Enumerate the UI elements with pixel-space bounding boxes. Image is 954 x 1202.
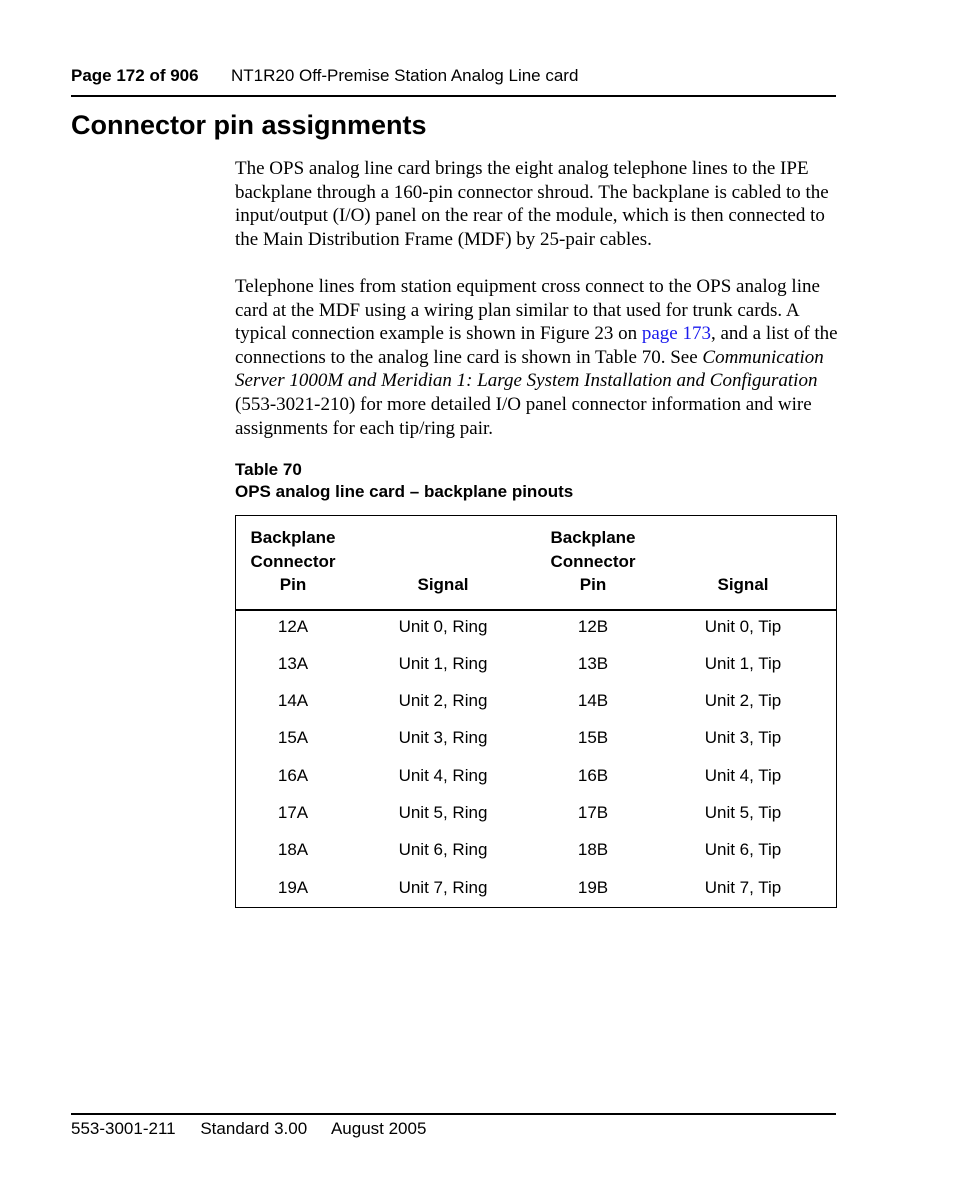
table-header-divider [236, 609, 836, 611]
reference-title: Communication Server 1000M and Meridian 1: Large System Installation and Configuration [235, 346, 824, 392]
footer-divider [71, 1113, 836, 1115]
page-header [71, 66, 579, 86]
document-number: 553-3001-211 [71, 1119, 176, 1138]
column-header-signal-b: Signal [717, 575, 769, 594]
wiring-paragraph [235, 275, 840, 440]
column-header-pin-a: Backplane Connector Pin [250, 528, 336, 594]
page-link[interactable]: page 173 [641, 323, 711, 345]
table-number: Table 70 [235, 460, 302, 479]
column-header-signal-a: Signal [417, 575, 469, 594]
document-date: August 2005 [330, 1119, 427, 1138]
column-header-pin-b: Backplane Connector Pin [550, 528, 636, 594]
paragraph-text: , and a list of the connections to the analog line card is shown in Table 70. See [235, 323, 838, 368]
table-row: 15A Unit 3, Ring 15B Unit 3, Tip [277, 728, 782, 747]
table-row: 17A Unit 5, Ring 17B Unit 5, Tip [277, 803, 782, 822]
table-row: 16A Unit 4, Ring 16B Unit 4, Tip [277, 766, 782, 785]
table-caption: OPS analog line card – backplane pinouts [235, 482, 574, 501]
page-number: Page 172 of 906 [71, 66, 199, 85]
paragraph-text: (553-3021-210) for more detailed I/O panel connector information and wire assignments for each tip/ring pair. [235, 393, 812, 439]
document-title: NT1R20 Off-Premise Station Analog Line card [231, 66, 579, 85]
table-row: 13A Unit 1, Ring 13B Unit 1, Tip [277, 654, 782, 673]
table-row: 18A Unit 6, Ring 18B Unit 6, Tip [277, 840, 782, 859]
table-row: 12A Unit 0, Ring 12B Unit 0, Tip [277, 617, 782, 636]
section-title: Connector pin assignments [71, 110, 427, 140]
table-row: 19A Unit 7, Ring 19B Unit 7, Tip [277, 878, 782, 897]
document-standard: Standard 3.00 [200, 1119, 308, 1138]
page-footer [71, 1119, 446, 1139]
pinout-table [235, 515, 837, 908]
header-divider [71, 95, 836, 97]
intro-paragraph: The OPS analog line card brings the eight analog telephone lines to the IPE backplane through a 160-pin connector shroud. The backplane is cabled to the input/output (I/O) panel on the rear of the module, which is then connected to the Main Distribution Frame (MDF) by 25-pair cables. [235, 158, 829, 250]
paragraph-text: Telephone lines from station equipment cross connect to the OPS analog line card at the MDF using a wiring plan similar to that used for trunk cards. A typical connection example is shown in Figure 23 on [235, 276, 820, 345]
table-row: 14A Unit 2, Ring 14B Unit 2, Tip [277, 691, 782, 710]
